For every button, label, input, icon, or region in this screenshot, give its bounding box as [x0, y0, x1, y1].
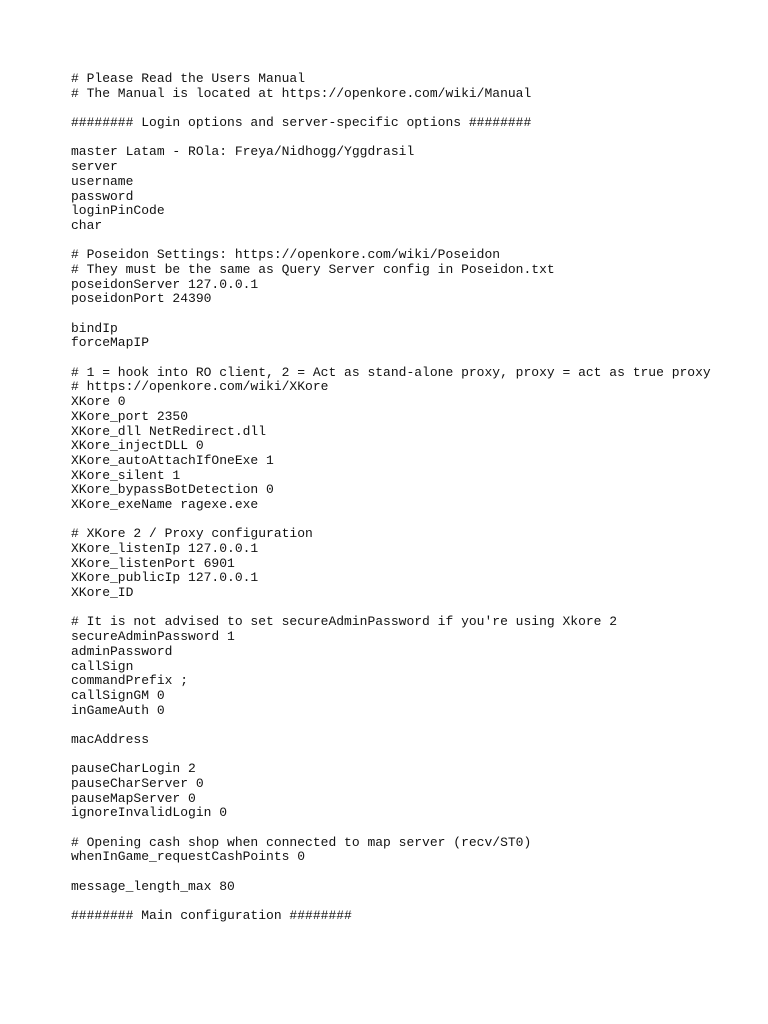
config-line: callSignGM 0	[71, 687, 165, 703]
config-line	[71, 351, 751, 366]
config-line: message_length_max 80	[71, 878, 235, 894]
config-line: master Latam - ROla: Freya/Nidhogg/Yggdrasil	[71, 144, 415, 160]
config-line	[71, 821, 751, 836]
config-line: loginPinCode	[71, 203, 165, 219]
config-line: server	[71, 159, 118, 175]
config-line	[71, 601, 751, 616]
config-line: secureAdminPassword 1	[71, 629, 235, 645]
config-line: bindIp	[71, 320, 118, 336]
config-document	[71, 72, 751, 924]
config-line: XKore_listenIp 127.0.0.1	[71, 541, 259, 556]
config-line: # It is not advised to set secureAdminPassword if you're using Xkore 2	[71, 614, 618, 630]
config-line: forceMapIP	[71, 335, 150, 351]
config-line: pauseMapServer 0	[71, 790, 196, 806]
config-line: # Opening cash shop when connected to map server (recv/ST0)	[71, 834, 532, 850]
config-line: ######## Main configuration ########	[71, 908, 352, 924]
config-line: password	[71, 188, 134, 204]
config-line: whenInGame_requestCashPoints 0	[71, 849, 306, 865]
config-line: callSign	[71, 658, 134, 674]
config-line: ######## Login options and server-specific options ########	[71, 115, 532, 131]
config-line	[71, 895, 751, 910]
config-line: XKore_listenPort 6901	[71, 555, 235, 571]
config-line	[71, 748, 751, 763]
config-line	[71, 718, 751, 733]
config-line	[71, 101, 751, 116]
config-line: commandPrefix ;	[71, 673, 189, 689]
config-line: # Poseidon Settings: https://openkore.com/wiki/Poseidon	[71, 247, 501, 263]
config-line: XKore_publicIp 127.0.0.1	[71, 570, 259, 586]
config-line	[71, 307, 751, 322]
config-line: XKore_port 2350	[71, 408, 189, 424]
config-line: XKore 0	[71, 394, 126, 410]
config-line	[71, 513, 751, 528]
config-line: ignoreInvalidLogin 0	[71, 805, 228, 821]
config-line: XKore_injectDLL 0	[71, 438, 204, 454]
config-line: macAddress	[71, 731, 150, 747]
config-line: # https://openkore.com/wiki/XKore	[71, 379, 329, 395]
config-line: XKore_autoAttachIfOneExe 1	[71, 452, 274, 468]
config-line: pauseCharLogin 2	[71, 761, 196, 777]
config-line: adminPassword	[71, 643, 173, 659]
config-line: username	[71, 173, 134, 189]
config-line: poseidonPort 24390	[71, 291, 212, 307]
config-line: # The Manual is located at https://openkore.com/wiki/Manual	[71, 85, 532, 101]
config-line: # Please Read the Users Manual	[71, 71, 306, 86]
config-line: char	[71, 217, 103, 233]
config-line	[71, 131, 751, 146]
config-line: XKore_ID	[71, 585, 134, 601]
config-line: XKore_bypassBotDetection 0	[71, 482, 274, 498]
config-line: XKore_silent 1	[71, 467, 181, 483]
config-line: XKore_dll NetRedirect.dll	[71, 423, 267, 439]
config-line	[71, 234, 751, 249]
config-line: # XKore 2 / Proxy configuration	[71, 526, 313, 542]
config-line: XKore_exeName ragexe.exe	[71, 496, 259, 512]
config-line: # 1 = hook into RO client, 2 = Act as stand-alone proxy, proxy = act as true proxy	[71, 364, 711, 380]
config-line: inGameAuth 0	[71, 702, 165, 718]
config-line: poseidonServer 127.0.0.1	[71, 276, 259, 292]
config-line: # They must be the same as Query Server config in Poseidon.txt	[71, 261, 555, 277]
config-line	[71, 865, 751, 880]
config-line: pauseCharServer 0	[71, 776, 204, 791]
